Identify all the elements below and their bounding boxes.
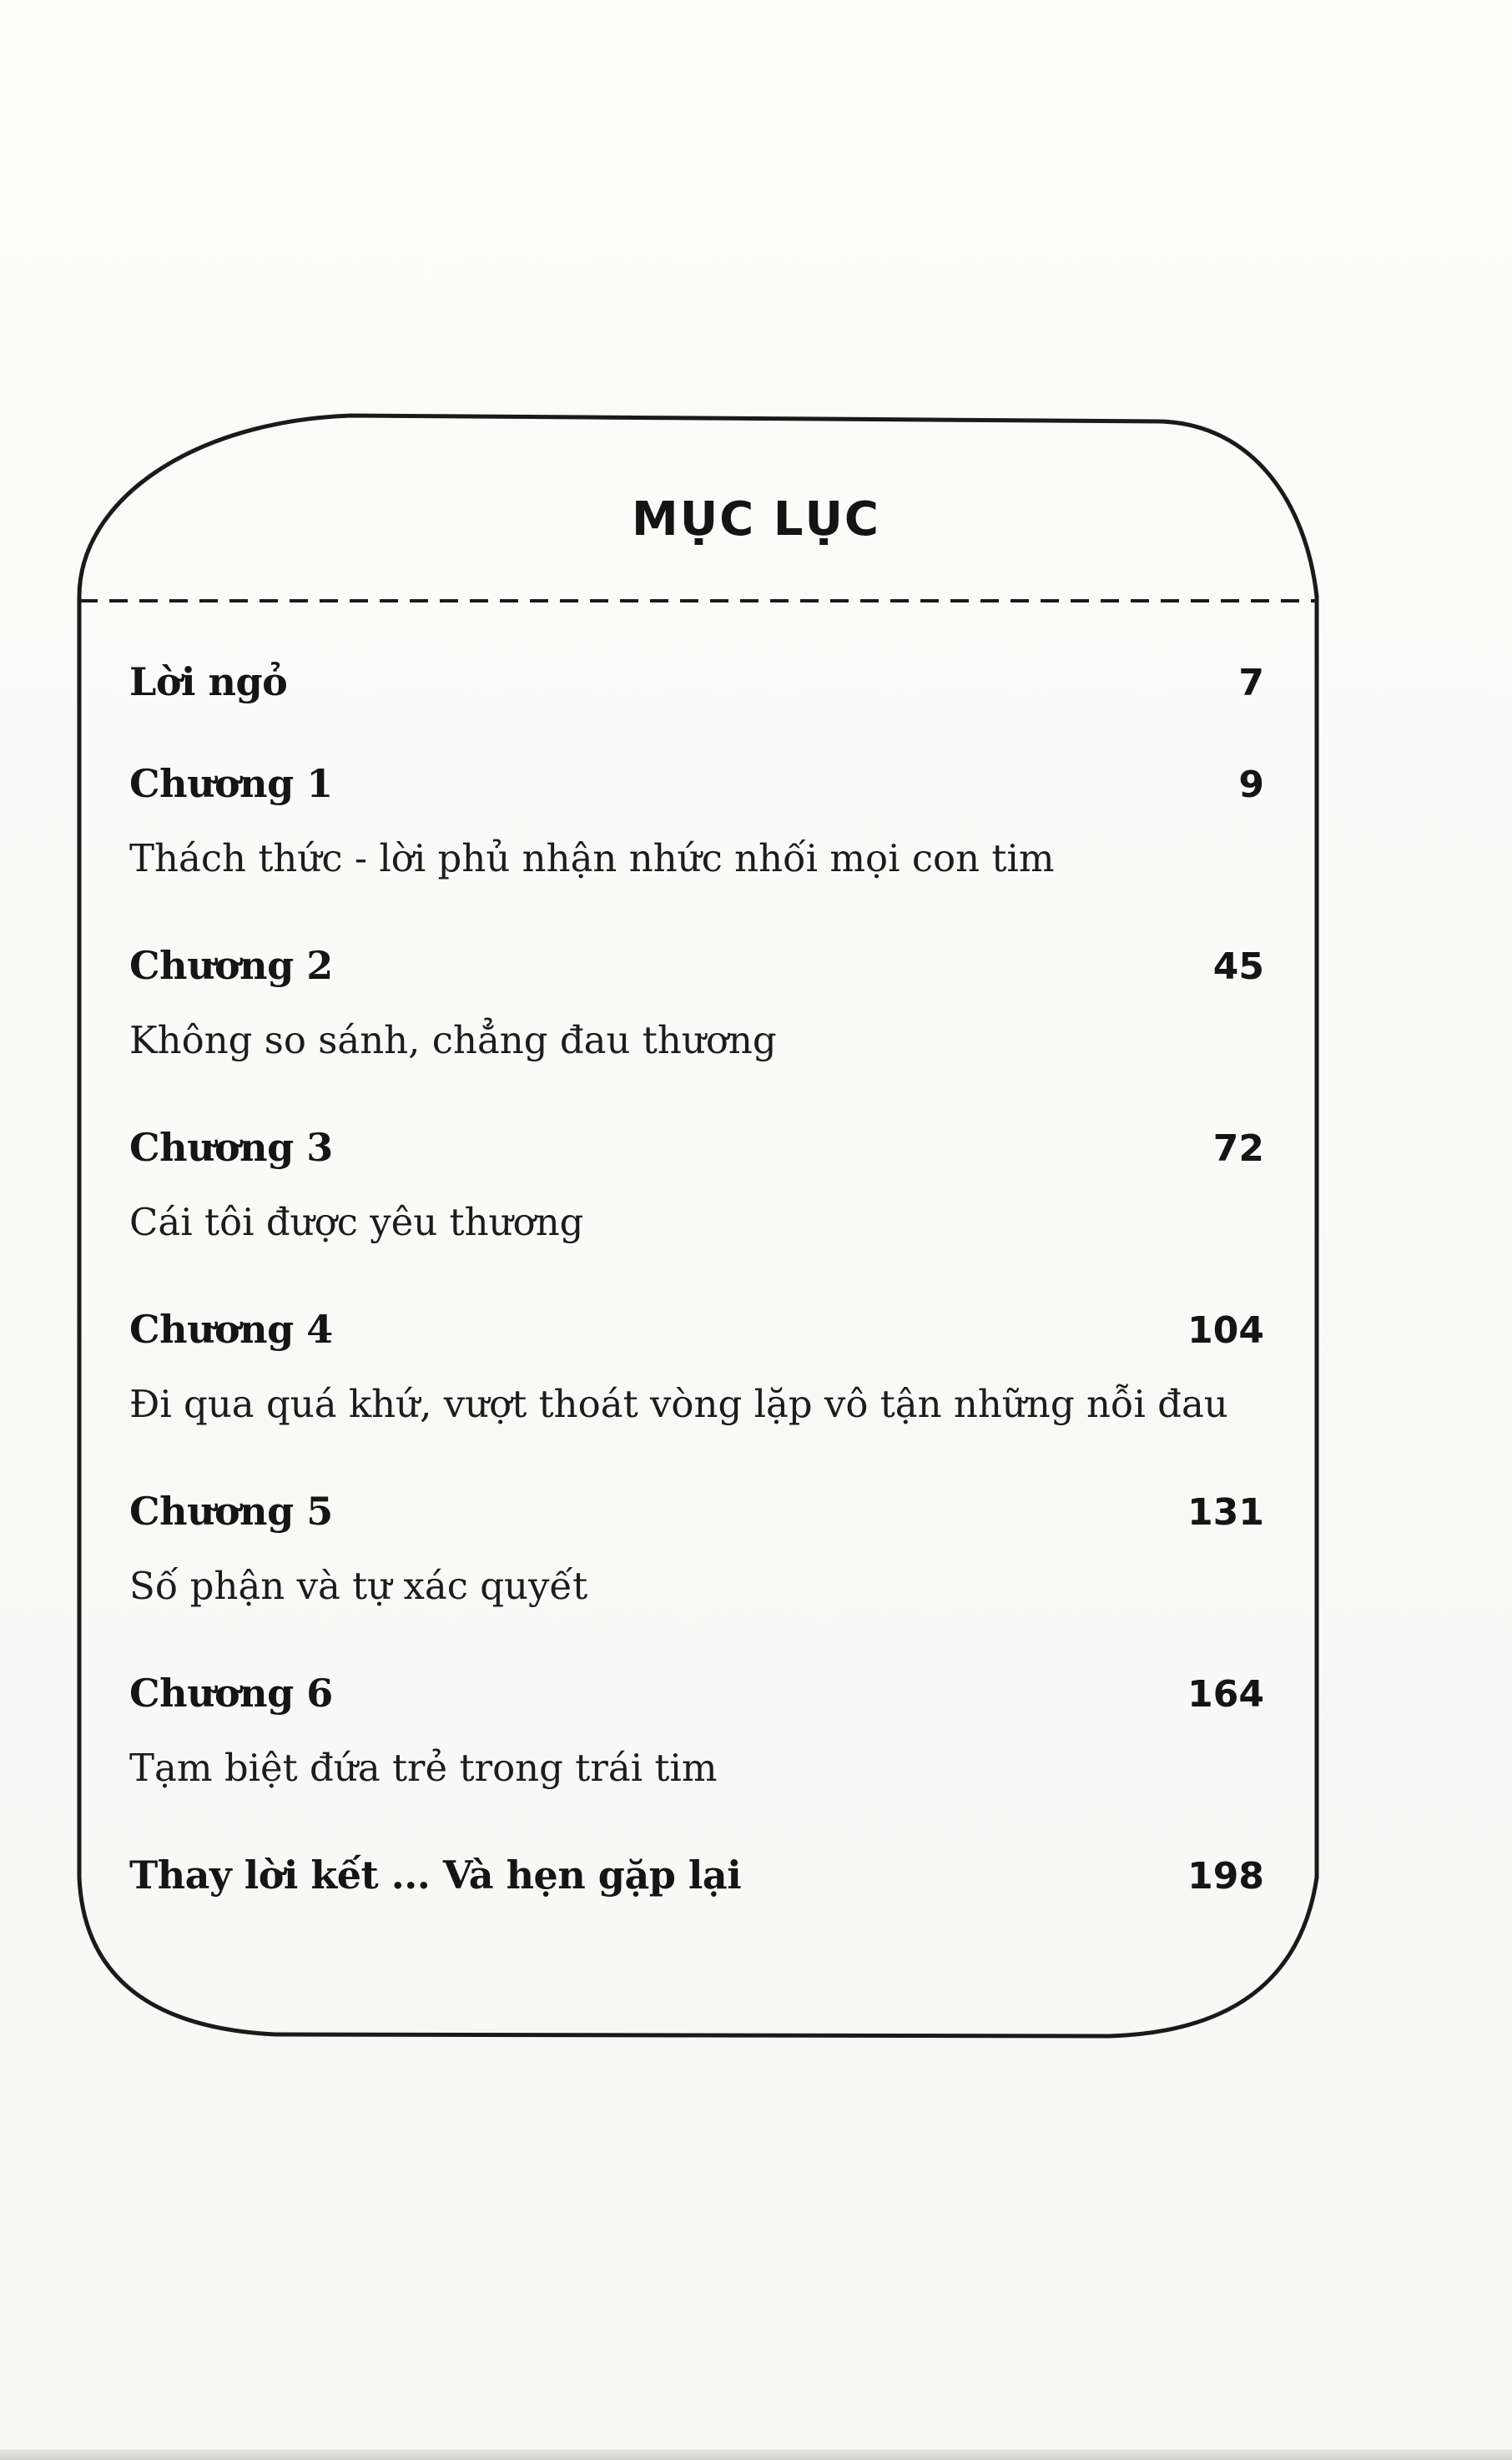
toc-entry-chapter-4 (129, 1307, 1264, 1489)
entry-page-number: 164 (1187, 1673, 1264, 1716)
entry-label: Chương 4 (129, 1307, 333, 1352)
toc-entry-preface (129, 659, 1264, 761)
entry-label: Thay lời kết ... Và hẹn gặp lại (129, 1853, 742, 1898)
entry-label: Chương 2 (129, 943, 333, 988)
entry-page-number: 104 (1187, 1309, 1264, 1352)
page-title: MỤC LỤC (631, 492, 881, 547)
entry-page-number: 198 (1187, 1855, 1264, 1898)
toc-entry-chapter-2 (129, 943, 1264, 1125)
entry-subtitle: Cái tôi được yêu thương (129, 1200, 584, 1244)
entry-label: Chương 5 (129, 1489, 333, 1534)
entry-label: Chương 6 (129, 1671, 333, 1716)
entry-page-number: 9 (1238, 764, 1264, 806)
entry-page-number: 45 (1212, 945, 1264, 988)
entry-label: Lời ngỏ (129, 659, 288, 704)
entry-label: Chương 3 (129, 1125, 333, 1170)
toc-entry-chapter-1 (129, 761, 1264, 943)
table-of-contents (129, 659, 1264, 1919)
entry-page-number: 72 (1212, 1127, 1264, 1170)
entry-subtitle: Đi qua quá khứ, vượt thoát vòng lặp vô tận những nỗi đau (129, 1382, 1228, 1426)
entry-page-number: 131 (1187, 1491, 1264, 1534)
entry-subtitle: Số phận và tự xác quyết (129, 1564, 588, 1608)
entry-subtitle: Tạm biệt đứa trẻ trong trái tim (129, 1746, 718, 1790)
page-bottom-edge (0, 2449, 1512, 2460)
entry-subtitle: Không so sánh, chẳng đau thương (129, 1018, 777, 1062)
entry-page-number: 7 (1238, 662, 1264, 704)
toc-entry-chapter-6 (129, 1671, 1264, 1853)
toc-entry-epilogue (129, 1853, 1264, 1919)
entry-subtitle: Thách thức - lời phủ nhận nhức nhối mọi con tim (129, 836, 1055, 880)
toc-entry-chapter-3 (129, 1125, 1264, 1307)
entry-label: Chương 1 (129, 761, 333, 806)
frame-bottom-edge (275, 2034, 1110, 2036)
toc-entry-chapter-5 (129, 1489, 1264, 1671)
